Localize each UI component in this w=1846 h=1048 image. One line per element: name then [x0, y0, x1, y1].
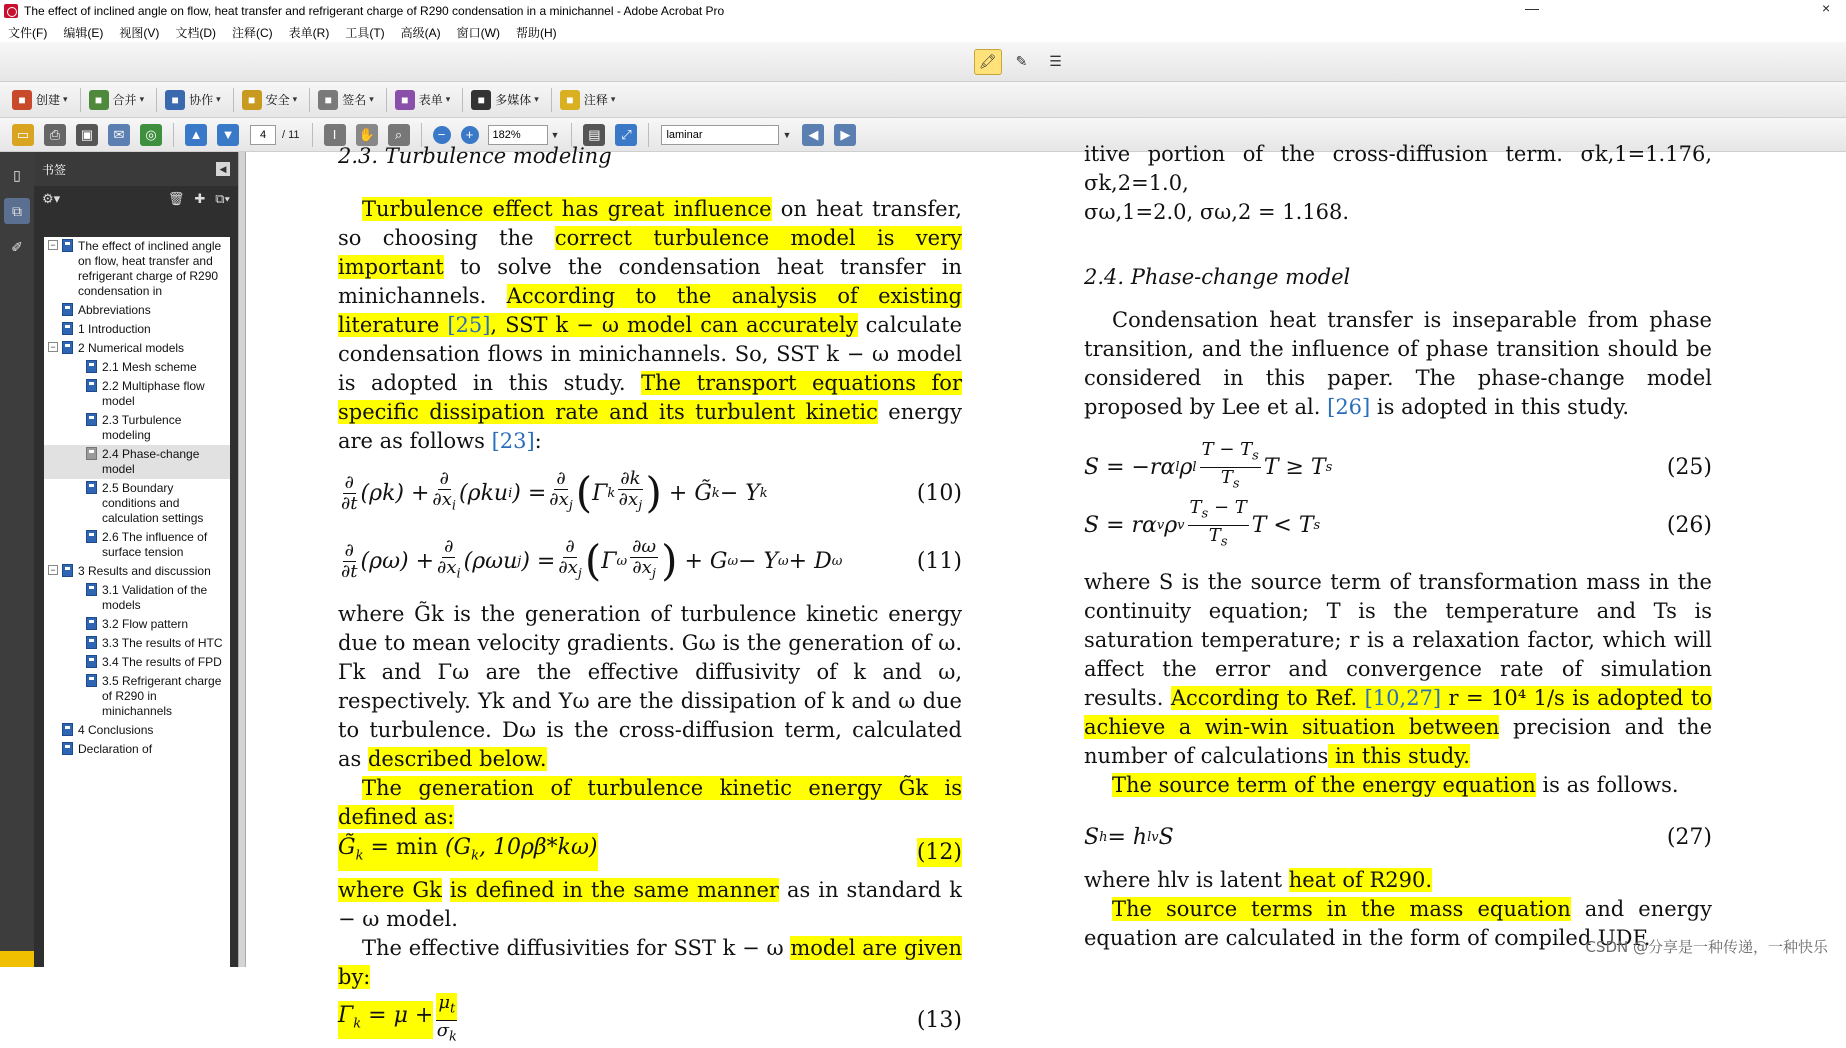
equation-27: S h = h lv S (27) — [1084, 824, 1712, 850]
bookmark-icon — [62, 303, 73, 316]
chevron-down-icon: ▾ — [216, 94, 221, 104]
chevron-down-icon: ▾ — [534, 94, 539, 104]
bookmarks-panel-icon[interactable]: ⧉ — [4, 198, 30, 224]
bookmark-item[interactable] — [44, 339, 230, 358]
status-corner-icon — [0, 951, 34, 967]
equation-26: S = rα v ρ v $\frac{T_s - T}{T_s}$ T < T s (26) — [1084, 496, 1712, 550]
csdn-watermark: CSDN @分享是一种传递，一种快乐 — [1585, 938, 1828, 956]
collapse-panel-icon[interactable]: ◀ — [216, 162, 230, 176]
paragraph-text: as in standard k − ω model. — [338, 878, 962, 931]
task-icon: ■ — [89, 90, 109, 110]
chevron-down-icon: ▾ — [139, 94, 145, 104]
separator — [233, 88, 234, 112]
pane-splitter[interactable] — [238, 152, 246, 967]
paragraph-text: is as follows. — [1535, 773, 1679, 797]
highlighted-text: Turbulence effect has great influence — [362, 197, 772, 221]
separator — [386, 88, 387, 112]
paragraph-text: : — [534, 429, 542, 453]
task-label: 协作 — [189, 93, 214, 107]
equation-10: $\frac{\partial}{\partial t}$ (ρk) + $\frac{\partial}{\partial x_i}$ (ρku i ) = $\frac{\partial}{\partial x_j}$ ( Γ k $\frac{\partial k}{\partial x_j}$ ) + G̃ k − Y k (10) — [341, 468, 962, 517]
highlighted-text: model are given by: — [338, 936, 962, 989]
paragraph — [338, 195, 962, 456]
note-tool-icon[interactable]: ☰ — [1049, 53, 1062, 69]
bookmark-label: 3.3 The results of HTC — [102, 636, 223, 650]
tasks-toolbar — [0, 82, 1846, 118]
bookmark-label: 4 Conclusions — [78, 723, 154, 737]
bookmark-icon — [62, 742, 73, 755]
bookmark-item[interactable] — [44, 377, 230, 411]
separator — [312, 123, 313, 147]
highlighted-text: described below. — [367, 747, 547, 771]
bookmark-icon — [62, 322, 73, 335]
page-total-label: / 11 — [282, 128, 300, 141]
highlighted-text: The source term of the energy equation — [1112, 773, 1536, 797]
close-button[interactable]: × — [1822, 0, 1831, 16]
bookmark-item[interactable] — [44, 320, 230, 339]
bookmark-label: 2.6 The influence of surface tension — [102, 530, 208, 559]
bookmark-item[interactable] — [44, 615, 230, 634]
paragraph — [1084, 306, 1712, 422]
paragraph — [338, 600, 962, 774]
citation-link[interactable]: [26] — [1327, 395, 1371, 419]
task-button[interactable] — [560, 86, 616, 114]
separator — [309, 88, 310, 112]
bookmark-item[interactable] — [44, 445, 230, 479]
task-button[interactable] — [242, 86, 298, 114]
task-label: 签名 — [342, 93, 367, 107]
bookmark-label: Declaration of — [78, 742, 153, 756]
bookmark-item[interactable] — [44, 634, 230, 653]
bookmark-label: 3.2 Flow pattern — [102, 617, 189, 631]
task-label: 表单 — [418, 93, 443, 107]
page-number-input[interactable]: 4 — [250, 125, 276, 145]
bookmark-item[interactable] — [44, 562, 230, 581]
bookmark-icon — [62, 723, 73, 736]
bookmarks-header — [34, 152, 238, 186]
equation-number: (25) — [1666, 454, 1712, 480]
chevron-down-icon: ▾ — [445, 94, 451, 104]
separator — [551, 88, 552, 112]
pages-panel-icon[interactable]: ▯ — [13, 166, 21, 183]
highlight-tool-icon[interactable]: 🖍 — [974, 49, 1002, 75]
task-button[interactable] — [89, 86, 145, 114]
bookmarks-panel — [34, 152, 238, 967]
bookmark-icon — [62, 239, 73, 252]
task-icon: ■ — [318, 90, 338, 110]
bookmark-label: The effect of inclined angle on flow, heat transfer and refrigerant charge of R290 condensation in — [78, 239, 222, 298]
highlighted-text: The source terms in the mass equation — [1112, 897, 1571, 921]
bookmark-icon — [86, 379, 97, 392]
task-button[interactable] — [165, 86, 221, 114]
citation-link[interactable]: [10,27] — [1364, 686, 1442, 710]
expand-toggle-icon[interactable]: − — [48, 240, 58, 250]
bookmark-item[interactable] — [44, 740, 230, 759]
equation-number: (26) — [1666, 512, 1712, 538]
paragraph — [1084, 866, 1712, 895]
highlighted-text: where Gk — [338, 878, 442, 902]
bookmark-icon — [86, 530, 97, 543]
navigation-pane-strip — [0, 152, 34, 967]
paragraph-text: and energy equation are calculated in the form of compiled UDF. — [1084, 897, 1712, 950]
paragraph-text: precision and the number of calculations — [1084, 715, 1712, 768]
find-dropdown-icon[interactable]: ▼ — [782, 129, 792, 140]
bookmark-icon — [86, 655, 97, 668]
section-heading: 2.3. Turbulence modeling — [338, 144, 612, 168]
bookmark-icon — [86, 617, 97, 630]
window-title: The effect of inclined angle on flow, heat transfer and refrigerant charge of R290 condensation in a minichannel - Adobe Acrobat Pro — [24, 4, 725, 18]
paragraph-text: where hlv is latent — [1084, 868, 1289, 892]
delete-bookmark-icon[interactable]: 🗑 — [167, 191, 185, 206]
document-view[interactable] — [246, 142, 1846, 1045]
bookmark-icon — [86, 360, 97, 373]
highlighted-text: The generation of turbulence kinetic energy G̃k is defined as: — [338, 776, 962, 829]
options-gear-icon[interactable]: ⚙▾ — [42, 191, 61, 206]
bookmark-label: 2.5 Boundary conditions and calculation settings — [102, 481, 204, 525]
expand-toggle-icon[interactable]: − — [48, 565, 58, 575]
paragraph-text: on heat transfer, so choosing the — [338, 197, 962, 250]
section-heading: 2.4. Phase-change model — [1084, 265, 1351, 289]
equation-number: (13) — [916, 1007, 962, 1033]
task-icon: ■ — [12, 90, 32, 110]
bookmark-item[interactable] — [44, 653, 230, 672]
text-edit-tool-icon[interactable]: ✎ — [1015, 53, 1028, 69]
bookmark-icon — [86, 636, 97, 649]
equation-number: (27) — [1666, 824, 1712, 850]
bookmark-item[interactable] — [44, 411, 230, 445]
annotation-toolbar — [0, 42, 1846, 82]
menu-item[interactable]: 文件(F) — [8, 25, 48, 40]
bookmark-label: 2.1 Mesh scheme — [102, 360, 197, 374]
signatures-panel-icon[interactable]: ✐ — [11, 238, 23, 255]
equation-number: (11) — [916, 548, 962, 574]
paragraph — [1084, 568, 1712, 771]
select-text-icon[interactable]: I — [324, 124, 346, 146]
chevron-down-icon: ▾ — [610, 94, 616, 104]
zoom-dropdown-icon[interactable]: ▼ — [550, 129, 560, 140]
bookmark-item[interactable] — [44, 721, 230, 740]
hand-tool-icon[interactable]: ✋ — [356, 124, 378, 146]
print-icon[interactable]: ⎙ — [44, 124, 66, 146]
bookmark-label: Abbreviations — [78, 303, 151, 317]
right-column — [1084, 142, 1713, 953]
bookmark-options-icon[interactable]: ⧉▾ — [215, 191, 230, 206]
separator — [156, 88, 157, 112]
paragraph-text: to solve the condensation heat transfer in minichannels. — [338, 255, 962, 308]
equation-number: (12) — [916, 839, 962, 865]
highlighted-text: correct turbulence model is very important — [338, 226, 963, 279]
separator — [80, 88, 81, 112]
menu-item[interactable]: 注释(C) — [232, 25, 273, 40]
find-previous-icon[interactable]: ◀ — [802, 124, 824, 146]
bookmark-label: 2.3 Turbulence modeling — [102, 413, 182, 442]
chevron-down-icon: ▾ — [63, 94, 68, 104]
task-label: 创建 — [36, 93, 61, 107]
minimize-button[interactable]: — — [1525, 0, 1539, 16]
bookmark-icon — [62, 564, 73, 577]
left-column — [338, 144, 963, 1048]
bookmark-item[interactable] — [44, 479, 230, 528]
task-icon: ■ — [560, 90, 580, 110]
menu-item[interactable]: 帮助(H) — [516, 25, 557, 40]
menu-item[interactable]: 高级(A) — [400, 25, 441, 40]
bookmark-item[interactable] — [44, 358, 230, 377]
paragraph-text: Condensation heat transfer is inseparable from phase transition, and the influence of phase transition should be considered in this paper. The phase-change model proposed by Lee et al. — [1084, 308, 1712, 419]
save-icon[interactable]: ▣ — [76, 124, 98, 146]
previous-page-icon[interactable]: ▲ — [185, 124, 207, 146]
menu-bar — [0, 22, 1846, 42]
bookmark-label: 3.5 Refrigerant charge of R290 in minichannels — [102, 674, 222, 718]
new-bookmark-icon[interactable]: ✚ — [194, 191, 206, 206]
zoom-out-icon[interactable]: − — [433, 126, 451, 144]
bookmark-label: 3.4 The results of FPD — [102, 655, 222, 669]
fit-width-icon[interactable]: ⤢ — [615, 124, 637, 146]
open-folder-icon[interactable]: ▭ — [12, 124, 34, 146]
bookmark-item[interactable] — [44, 301, 230, 320]
bookmark-item[interactable] — [44, 528, 230, 562]
task-label: 多媒体 — [495, 93, 532, 107]
chevron-down-icon: ▾ — [292, 94, 298, 104]
highlighted-text: in this study. — [1328, 744, 1470, 768]
equation-11: $\frac{\partial}{\partial t}$ (ρω) + $\frac{\partial}{\partial x_i}$ (ρωu j ) = $\frac{\partial}{\partial x_j}$ ( Γ ω $\frac{\partial\omega}{\partial x_j}$ ) + G ω − Y ω + D ω (11) — [341, 536, 962, 585]
citation-link[interactable]: [25] — [447, 313, 491, 337]
paragraph — [1084, 771, 1712, 800]
paragraph — [338, 876, 962, 934]
find-input[interactable]: laminar — [661, 125, 779, 145]
bookmarks-title: 书签 — [42, 162, 67, 177]
paragraph — [338, 934, 962, 992]
task-label: 注释 — [583, 93, 608, 107]
task-icon: ■ — [165, 90, 185, 110]
zoom-level-select[interactable]: 182% — [488, 125, 548, 145]
chevron-down-icon: ▾ — [369, 94, 374, 104]
bookmarks-tools — [34, 186, 238, 212]
menu-item[interactable]: 视图(V) — [119, 25, 160, 40]
title-bar — [0, 0, 1846, 22]
highlighted-text: , SST k − ω model can accurately — [490, 313, 858, 337]
task-label: 合并 — [112, 93, 137, 107]
bookmark-label: 2 Numerical models — [78, 341, 185, 355]
menu-item[interactable]: 编辑(E) — [63, 25, 104, 40]
bookmark-icon — [86, 413, 97, 426]
bookmark-item[interactable] — [44, 237, 230, 301]
highlighted-text: r = 10⁴ 1/s is adopted to achieve a win-win situation between — [1084, 686, 1713, 739]
paragraph-text: is adopted in this study. — [1370, 395, 1630, 419]
paragraph-text: σω,1=2.0, σω,2 = 1.168. — [1084, 200, 1350, 224]
separator — [462, 88, 463, 112]
paragraph-text — [442, 878, 450, 902]
highlighted-text: heat of R290. — [1288, 868, 1433, 892]
highlighted-text: is defined in the same manner — [449, 878, 779, 902]
highlighted-text: According to the analysis of existing literature — [338, 284, 962, 337]
task-icon: ■ — [395, 90, 415, 110]
bookmark-item[interactable] — [44, 672, 230, 721]
task-button[interactable] — [395, 86, 451, 114]
equation-12: $G̃_k = \min (G_k$, 10ρβ*kω) (12) — [338, 832, 962, 872]
paragraph — [338, 774, 962, 832]
bookmark-icon — [62, 341, 73, 354]
zoom-tool-icon[interactable]: ⌕ — [388, 124, 410, 146]
bookmarks-tree — [44, 237, 230, 967]
paragraph-text: where G̃k is the generation of turbulence kinetic energy due to mean velocity gradients. Gω is the generation of ω. Γk and Γω are the effective diffusivity of k and ω, respectively. Yk and Yω are the dissipation of k and ω due to turbulence. Dω is the cross-diffusion term, calculated as — [338, 602, 962, 771]
web-icon[interactable]: ◎ — [140, 124, 162, 146]
next-page-icon[interactable]: ▼ — [217, 124, 239, 146]
menu-item[interactable]: 表单(R) — [288, 25, 330, 40]
bookmark-label: 3.1 Validation of the models — [102, 583, 208, 612]
paragraph — [1084, 140, 1712, 227]
find-next-icon[interactable]: ▶ — [834, 124, 856, 146]
paragraph-text: energy are as follows — [338, 400, 962, 453]
menu-item[interactable]: 文档(D) — [175, 25, 216, 40]
acrobat-app-icon — [4, 4, 18, 18]
fit-page-icon[interactable]: ▤ — [583, 124, 605, 146]
expand-toggle-icon[interactable]: − — [48, 342, 58, 352]
bookmark-label: 1 Introduction — [78, 322, 151, 336]
task-label: 安全 — [265, 93, 290, 107]
paragraph-text: The effective diffusivities for SST k − ω — [362, 936, 791, 960]
bookmark-label: 3 Results and discussion — [78, 564, 211, 578]
citation-link[interactable]: [23] — [491, 429, 535, 453]
task-icon: ■ — [471, 90, 491, 110]
equation-number: (10) — [916, 480, 962, 506]
task-button[interactable] — [471, 86, 539, 114]
highlighted-text: According to Ref. — [1170, 686, 1365, 710]
paragraph-text: itive portion of the cross-diffusion term. σk,1=1.176, σk,2=1.0, — [1084, 142, 1712, 195]
menu-item[interactable]: 窗口(W) — [456, 25, 500, 40]
highlighted-text: The transport equations for specific dissipation rate and its turbulent kinetic — [338, 371, 962, 424]
zoom-in-icon[interactable]: + — [461, 126, 479, 144]
task-button[interactable] — [12, 86, 68, 114]
task-icon: ■ — [242, 90, 262, 110]
task-button[interactable] — [318, 86, 374, 114]
bookmark-label: 2.4 Phase-change model — [102, 447, 200, 476]
equation-25: S = −rα l ρ l $\frac{T - T_s}{T_s}$ T ≥ T s (25) — [1084, 438, 1712, 492]
email-icon[interactable]: ✉ — [108, 124, 130, 146]
menu-item[interactable]: 工具(T) — [345, 25, 385, 40]
bookmark-icon — [86, 674, 97, 687]
separator — [173, 123, 174, 147]
bookmark-icon — [86, 583, 97, 596]
paragraph-text: calculate condensation flows in minichannels. So, SST k − ω model is adopted in this study. — [338, 313, 963, 395]
bookmark-icon — [86, 447, 97, 460]
bookmark-label: 2.2 Multiphase flow model — [102, 379, 205, 408]
equation-13: $\Gamma_k = \mu$ + $\frac{\mu_t}{\sigma_k}$ (13) — [338, 991, 962, 1045]
paragraph-text: where S is the source term of transformation mass in the continuity equation; T is the temperature and Ts is saturation temperature; r is a relaxation factor, which will affect the error and convergence rate of simulation results. — [1084, 570, 1712, 710]
bookmark-item[interactable] — [44, 581, 230, 615]
bookmark-icon — [86, 481, 97, 494]
